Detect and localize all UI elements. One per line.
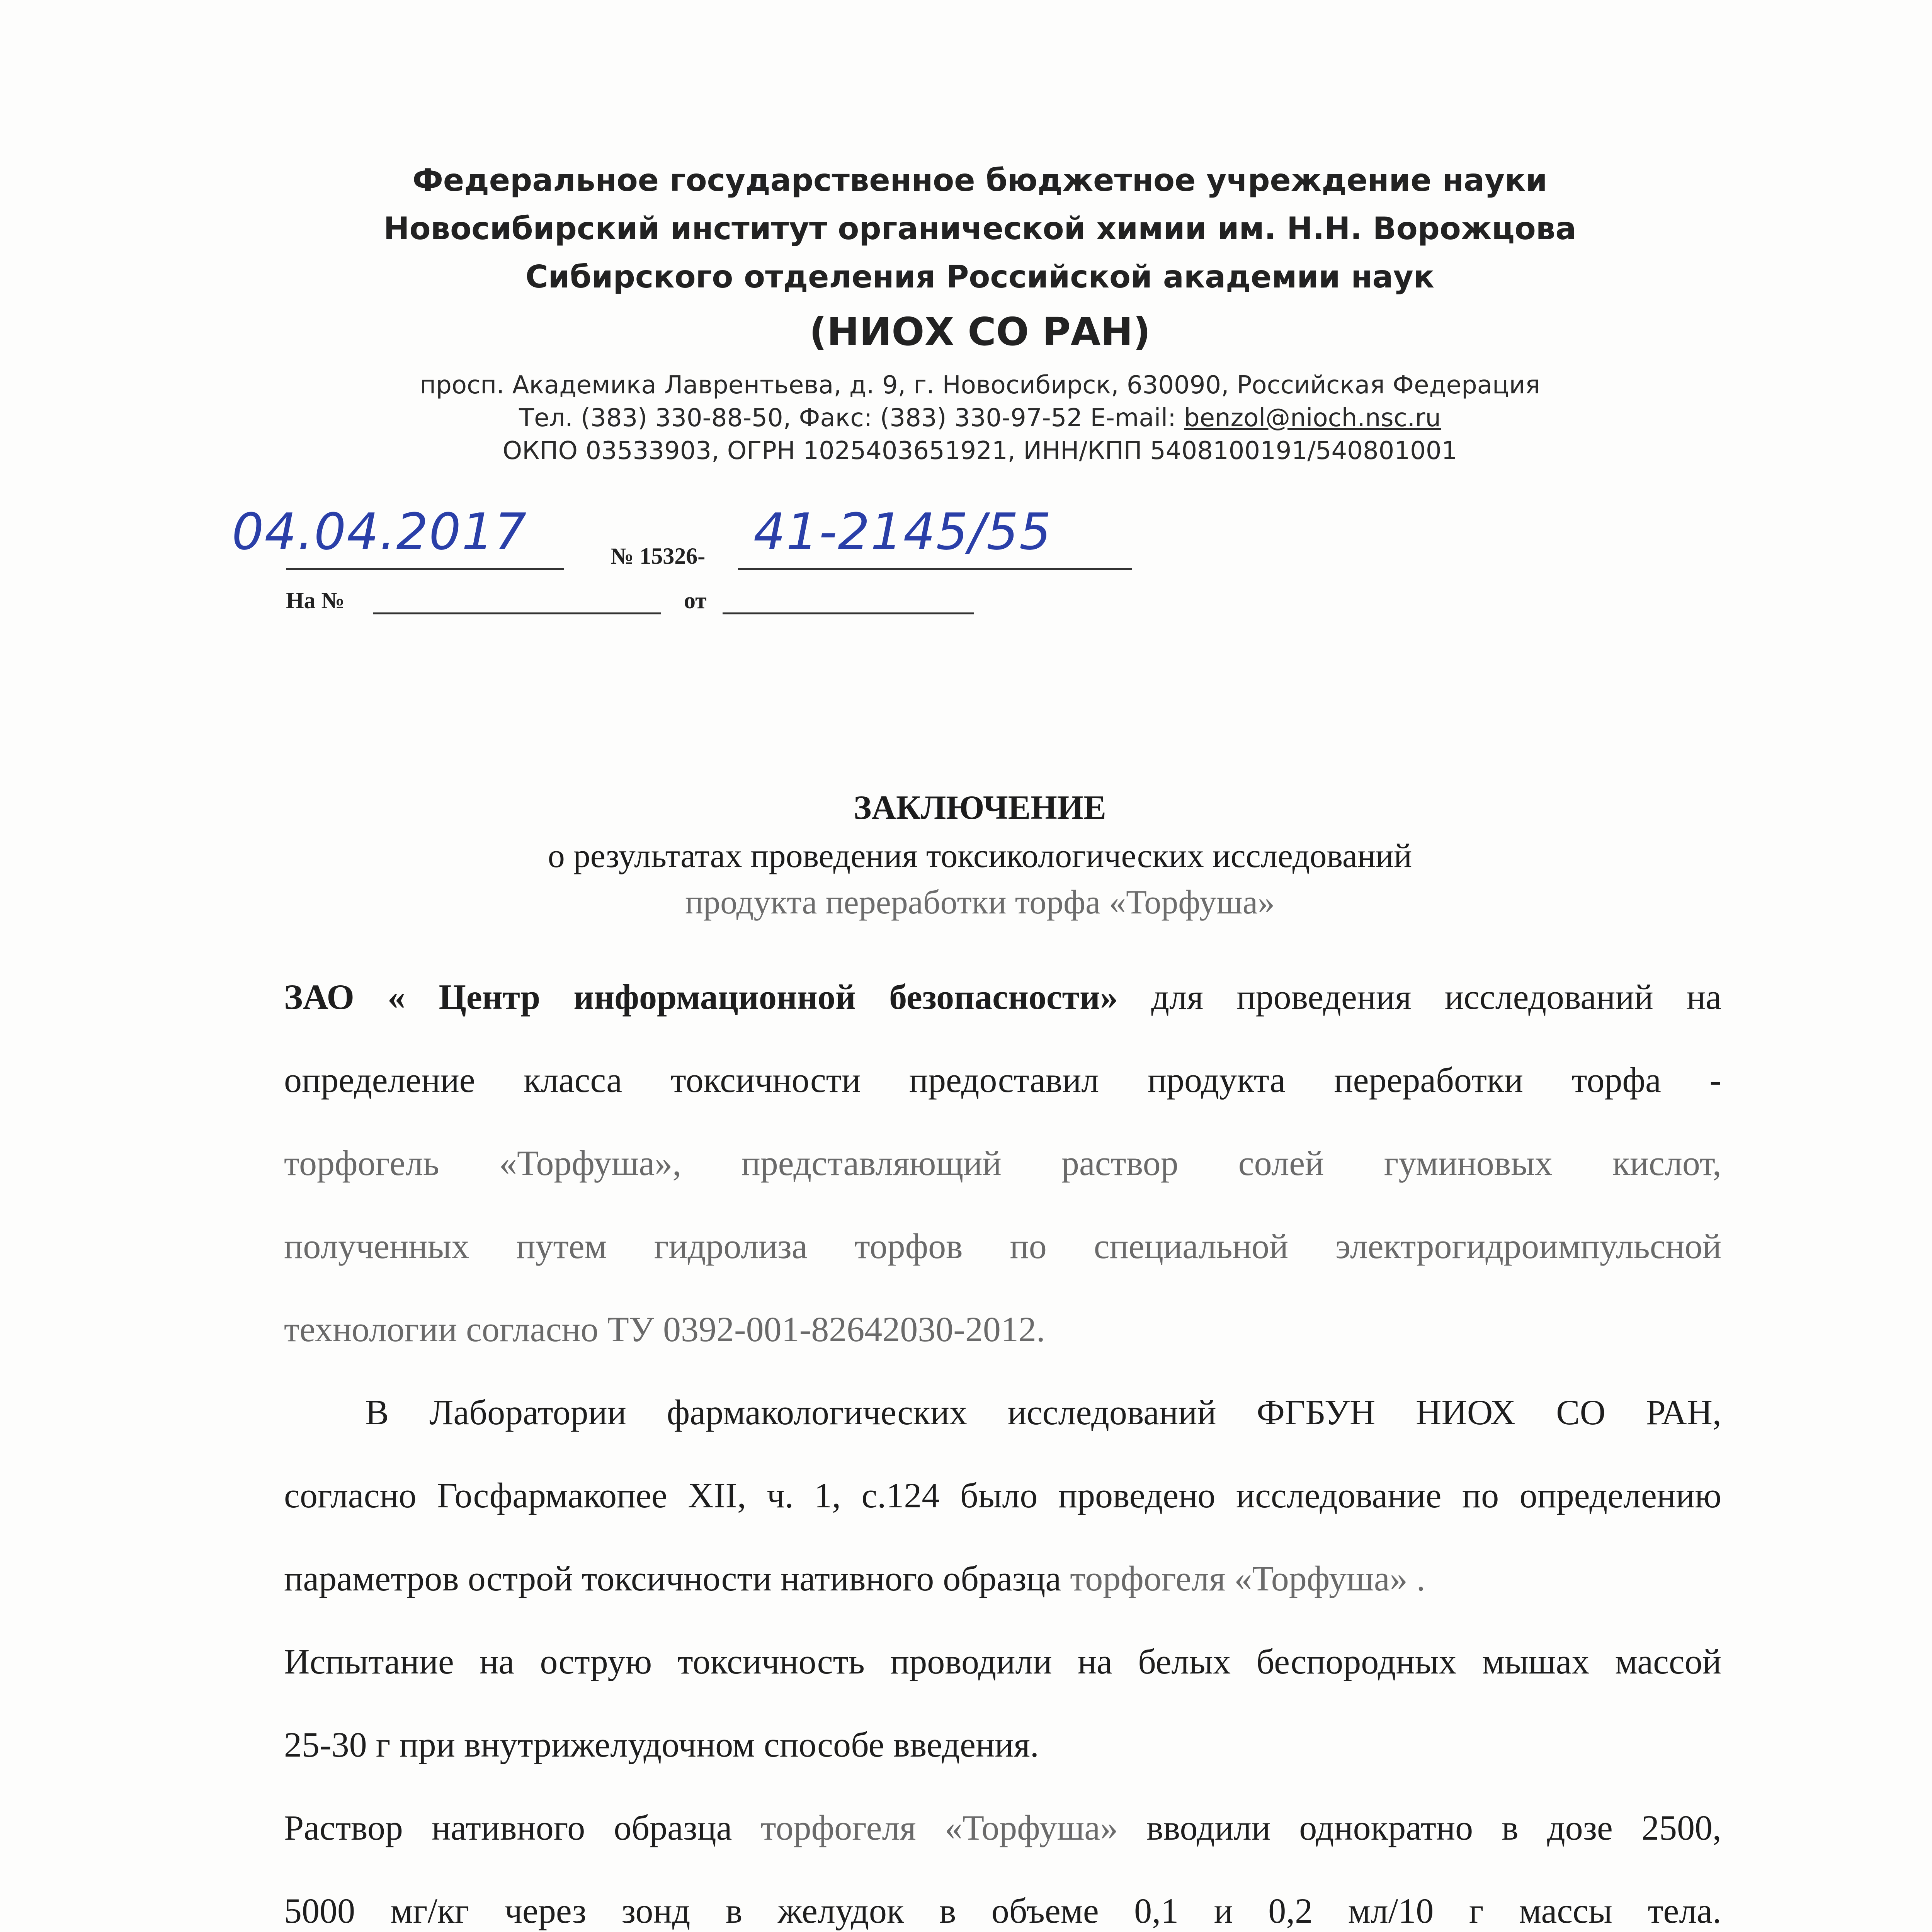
body-line: 5000 мг/кг через зонд в желудок в объеме 0,1 и 0,2 мл/10 г массы тела.: [284, 1891, 1721, 1930]
org-name-line3: Сибирского отделения Российской академии наук: [525, 259, 1435, 295]
reference-from-label: от: [684, 588, 707, 613]
org-name-line1: Федеральное государственное бюджетное учреждение науки: [412, 162, 1548, 198]
body-line: определение класса токсичности предоставил продукта переработки торфа -: [284, 1060, 1721, 1100]
handwritten-number: 41-2145/55: [753, 502, 1052, 561]
document-product: продукта переработки торфа «Торфуша»: [685, 884, 1275, 921]
body-line: 25-30 г при внутрижелудочном способе введения.: [284, 1725, 1039, 1764]
org-phone-fax: Тел. (383) 330-88-50, Факс: (383) 330-97-52 E-mail:: [519, 404, 1184, 432]
body-line: технологии согласно ТУ 0392-001-82642030-2012.: [284, 1310, 1045, 1349]
body-line: полученных путем гидролиза торфов по специальной электрогидроимпульсной: [284, 1226, 1721, 1266]
body-line: согласно Госфармакопее XII, ч. 1, с.124 было проведено исследование по определению: [284, 1476, 1721, 1515]
document-title: ЗАКЛЮЧЕНИЕ: [854, 789, 1106, 827]
body-line: параметров острой токсичности нативного образца торфогеля «Торфуша» .: [284, 1559, 1425, 1598]
handwritten-date: 04.04.2017: [232, 502, 527, 561]
doc-number-label: № 15326-: [611, 543, 706, 569]
org-address: просп. Академика Лаврентьева, д. 9, г. Новосибирск, 630090, Российская Федерация: [420, 371, 1540, 400]
body-line: ЗАО « Центр информационной безопасности» для проведения исследований на: [284, 977, 1721, 1017]
body-line: Раствор нативного образца торфогеля «Торфуша» вводили однократно в дозе 2500,: [284, 1808, 1721, 1847]
date-underline: [286, 568, 564, 570]
org-contacts: [0, 404, 1932, 432]
reference-underline: [373, 612, 661, 614]
org-name-line2: Новосибирский институт органической химии им. Н.Н. Ворожцова: [383, 211, 1577, 247]
org-short-name: (НИОХ СО РАН): [809, 309, 1151, 354]
reference-label: На №: [286, 588, 345, 613]
body-line: В Лаборатории фармакологических исследований ФГБУН НИОХ СО РАН,: [365, 1393, 1721, 1432]
org-email-link[interactable]: benzol@nioch.nsc.ru: [1184, 404, 1441, 432]
reference-date-underline: [723, 612, 974, 614]
document-subtitle: о результатах проведения токсикологических исследований: [548, 837, 1412, 875]
org-codes: ОКПО 03533903, ОГРН 1025403651921, ИНН/КПП 5408100191/540801001: [502, 437, 1458, 465]
body-line: торфогель «Торфуша», представляющий раствор солей гуминовых кислот,: [284, 1143, 1721, 1183]
number-underline: [738, 568, 1132, 570]
body-line: Испытание на острую токсичность проводили на белых беспородных мышах массой: [284, 1642, 1721, 1681]
